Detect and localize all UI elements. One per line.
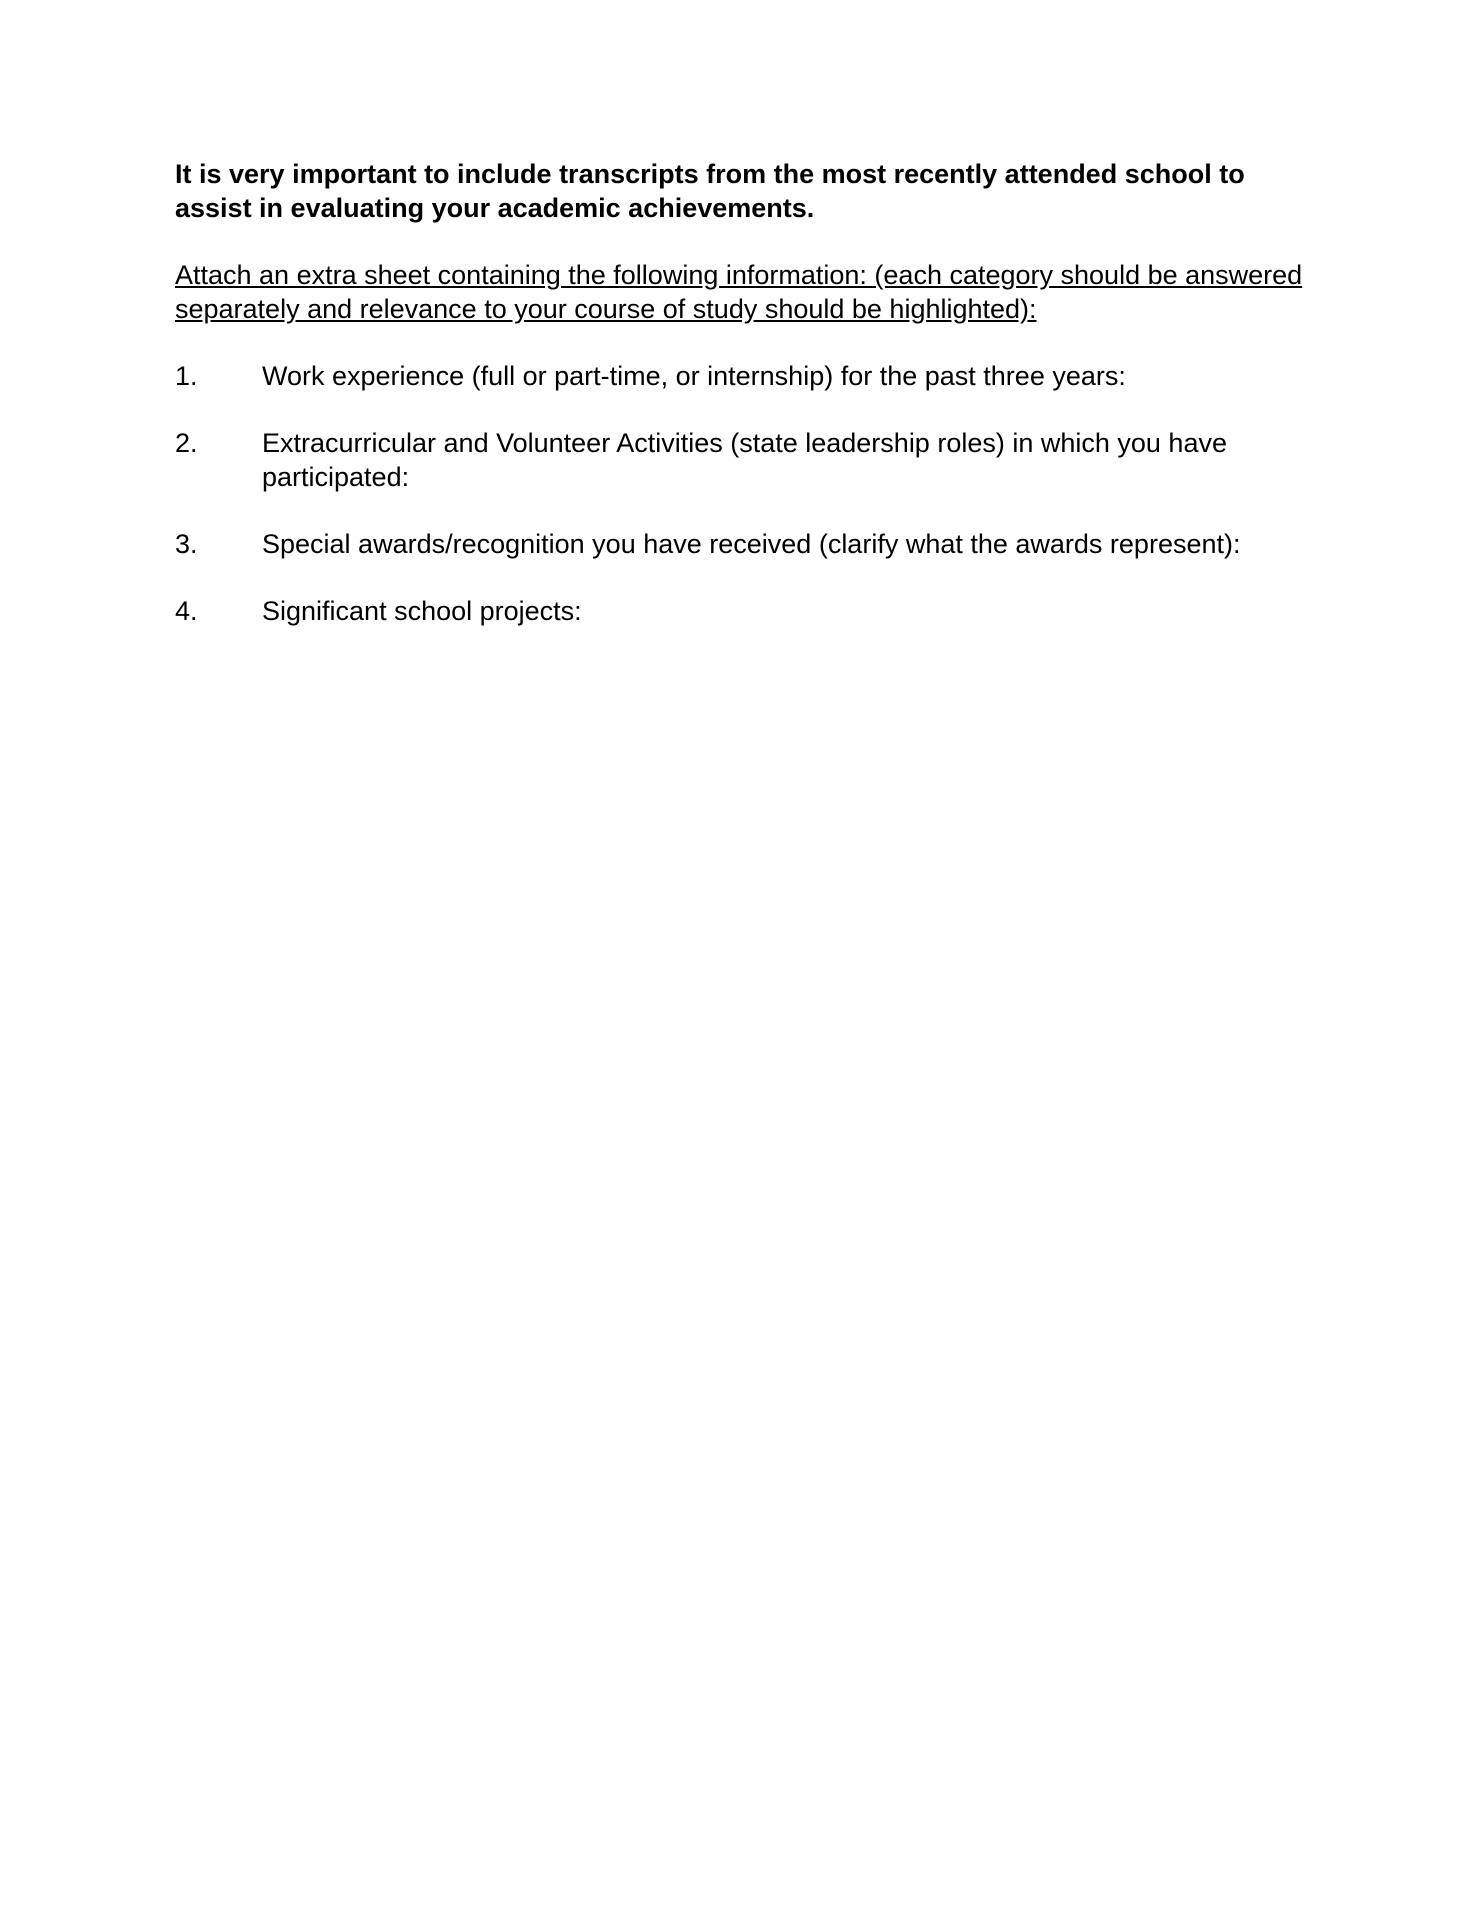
document-body	[175, 157, 1325, 661]
list-item-text: Extracurricular and Volunteer Activities (state leadership roles) in which you have participated:	[262, 428, 1227, 492]
list-item-number: 3.	[175, 529, 198, 559]
list-item-awards	[175, 527, 1325, 561]
list-item-text: Work experience (full or part-time, or internship) for the past three years:	[262, 361, 1126, 391]
information-list	[175, 359, 1325, 628]
attach-sheet-instruction: Attach an extra sheet containing the following information: (each category should be answered separately and relevance to your course of study should be highlighted):	[175, 260, 1303, 324]
list-item-school-projects	[175, 594, 1325, 628]
list-item-work-experience	[175, 359, 1325, 393]
list-item-number: 1.	[175, 361, 198, 391]
list-item-number: 4.	[175, 596, 198, 626]
list-item-text: Special awards/recognition you have received (clarify what the awards represent):	[262, 529, 1241, 559]
transcript-notice: It is very important to include transcripts from the most recently attended school to assist in evaluating your academic achievements.	[175, 159, 1245, 223]
list-item-text: Significant school projects:	[262, 596, 582, 626]
list-item-extracurricular	[175, 426, 1325, 494]
list-item-number: 2.	[175, 428, 198, 458]
